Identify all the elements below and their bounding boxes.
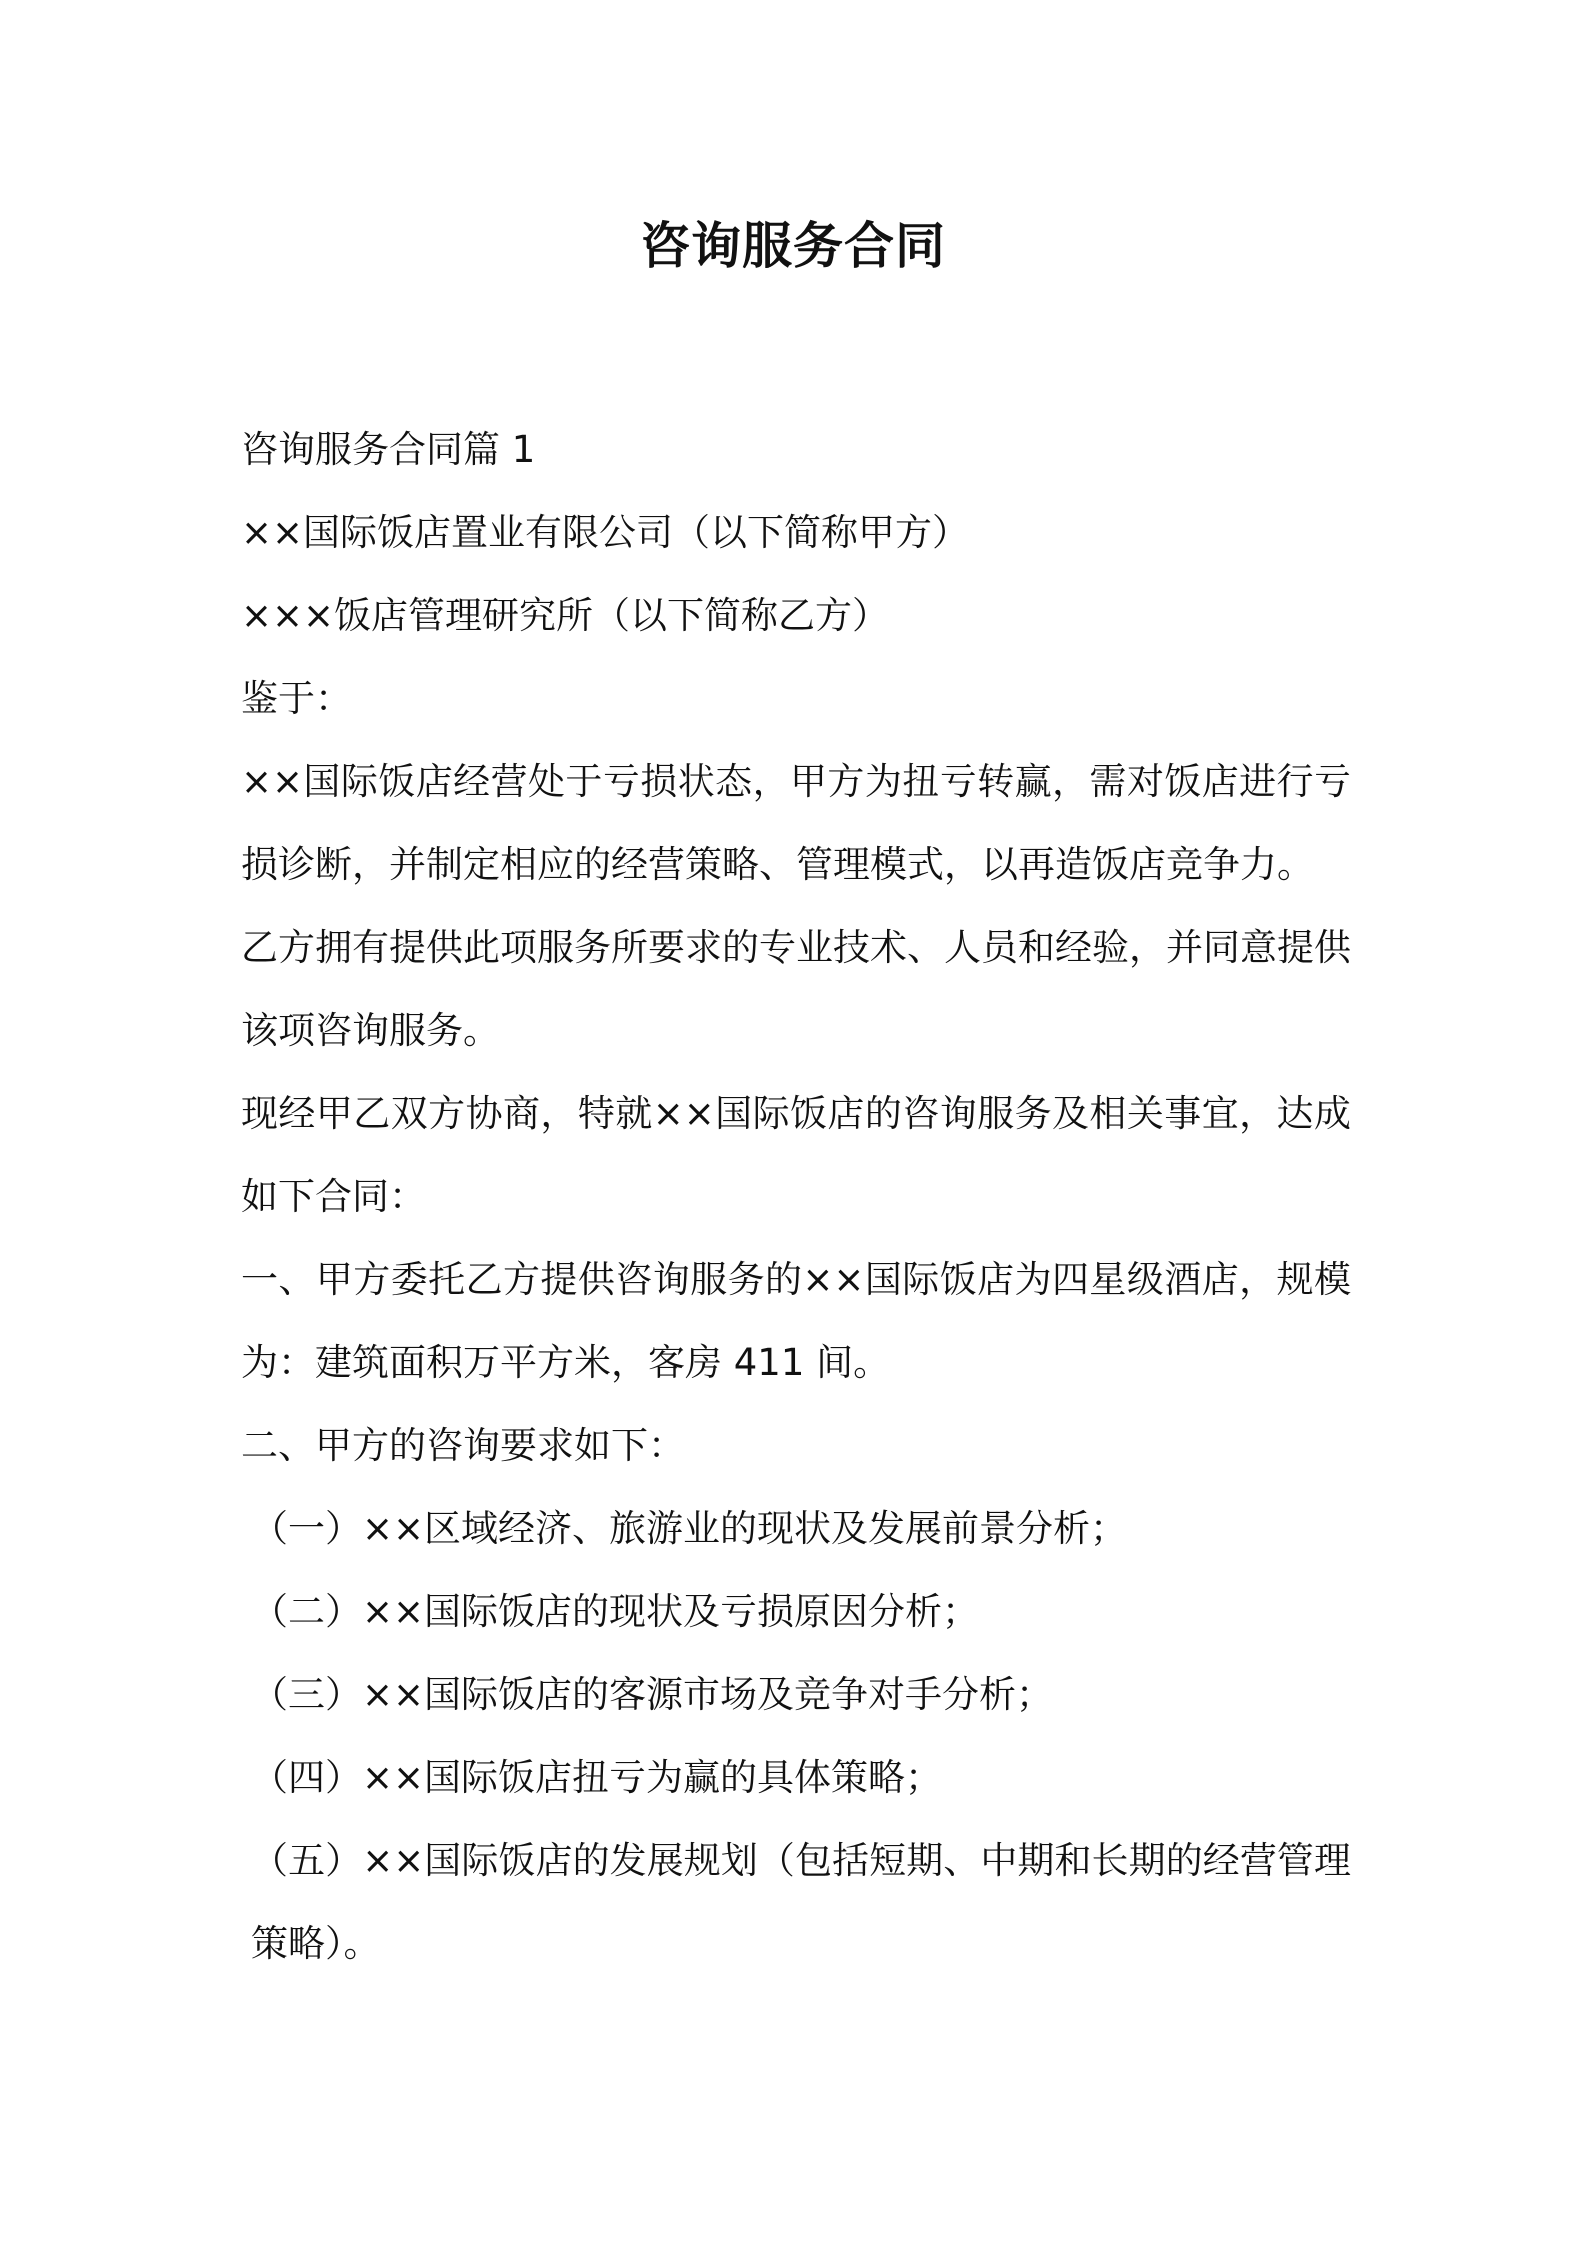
party-a-line: ××国际饭店置业有限公司（以下简称甲方） — [241, 511, 970, 554]
recital-paragraph: 乙方拥有提供此项服务所要求的专业技术、人员和经验，并同意提供该项咨询服务。 — [241, 926, 1351, 1052]
document-body — [241, 408, 1351, 1985]
recital-paragraph: ××国际饭店经营处于亏损状态，甲方为扭亏转赢，需对饭店进行亏损诊断，并制定相应的经营策略、管理模式，以再造饭店竞争力。 — [241, 760, 1351, 886]
clause-one: 一、甲方委托乙方提供咨询服务的××国际饭店为四星级酒店，规模为：建筑面积万平方米，客房 411 间。 — [241, 1258, 1351, 1384]
requirement-item: （四）××国际饭店扭亏为赢的具体策略； — [251, 1756, 943, 1799]
agreement-intro-paragraph: 现经甲乙双方协商，特就××国际饭店的咨询服务及相关事宜，达成如下合同： — [241, 1092, 1351, 1218]
requirement-item: （二）××国际饭店的现状及亏损原因分析； — [251, 1590, 980, 1633]
party-b-line: ×××饭店管理研究所（以下简称乙方） — [241, 594, 890, 637]
requirement-item: （五）××国际饭店的发展规划（包括短期、中期和长期的经营管理策略）。 — [251, 1839, 1351, 1965]
clause-two: 二、甲方的咨询要求如下： — [241, 1424, 685, 1467]
whereas-label: 鉴于： — [241, 677, 352, 720]
document-title: 咨询服务合同 — [640, 217, 946, 275]
requirement-item: （一）××区域经济、旅游业的现状及发展前景分析； — [251, 1507, 1128, 1550]
section-heading: 咨询服务合同篇 1 — [241, 428, 536, 471]
requirement-item: （三）××国际饭店的客源市场及竞争对手分析； — [251, 1673, 1054, 1716]
